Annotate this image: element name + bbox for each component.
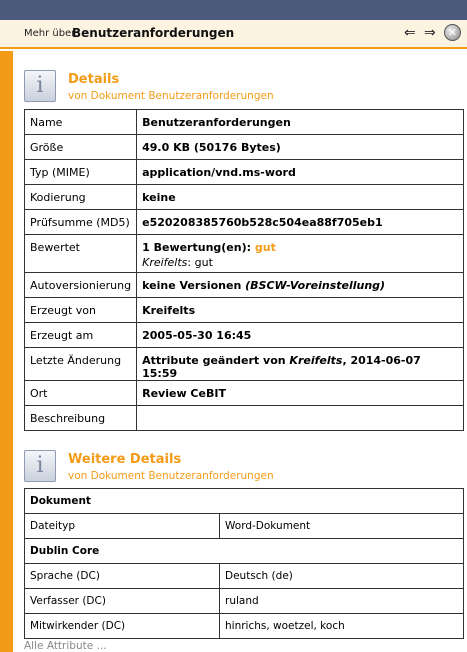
row-value: keine: [137, 185, 464, 210]
table-row: [25, 135, 464, 160]
row-label: Verfasser (DC): [25, 589, 220, 614]
creator-link[interactable]: Kreifelts: [137, 298, 464, 323]
row-label: Bewertet: [25, 235, 137, 273]
row-value: ruland: [220, 589, 464, 614]
table-row: [25, 381, 464, 406]
versioning-note: (BSCW-Voreinstellung): [245, 279, 386, 292]
table-row: [25, 160, 464, 185]
details-subtitle: von Dokument Benutzeranforderungen: [68, 90, 274, 102]
table-row: [25, 348, 464, 381]
description-value: [137, 406, 464, 431]
versioning-value: [137, 273, 464, 298]
table-row: [25, 235, 464, 273]
row-label: Typ (MIME): [25, 160, 137, 185]
table-row: [25, 564, 464, 589]
table-group-row: [25, 489, 464, 514]
row-value: e520208385760b528c504ea88f705eb1: [137, 210, 464, 235]
details-section-header: [24, 70, 324, 110]
table-row: [25, 589, 464, 614]
header-prefix: Mehr über: [24, 28, 76, 39]
rating-user[interactable]: Kreifelts: [142, 256, 188, 269]
last-change-date: , 2014-06-07 15:59: [142, 354, 421, 380]
table-row: [25, 185, 464, 210]
versioning-main: keine Versionen: [142, 279, 242, 292]
info-icon: i: [24, 450, 56, 482]
row-value: 49.0 KB (50176 Bytes): [137, 135, 464, 160]
table-row: [25, 323, 464, 348]
row-label: Mitwirkender (DC): [25, 614, 220, 639]
row-label: Name: [25, 110, 137, 135]
row-label: Erzeugt von: [25, 298, 137, 323]
rating-detail: [142, 256, 458, 269]
header-title: Benutzeranforderungen: [72, 26, 235, 40]
last-change-user[interactable]: Kreifelts: [289, 354, 343, 367]
group-label: Dublin Core: [25, 539, 464, 564]
more-details-title: Weitere Details: [68, 452, 182, 467]
rating-link[interactable]: gut: [254, 241, 276, 254]
row-value: Deutsch (de): [220, 564, 464, 589]
forward-arrow-icon[interactable]: ⇒: [424, 25, 436, 41]
details-title: Details: [68, 72, 120, 87]
row-value: Word-Dokument: [220, 514, 464, 539]
row-label: Letzte Änderung: [25, 348, 137, 381]
table-row: [25, 298, 464, 323]
row-label: Prüfsumme (MD5): [25, 210, 137, 235]
panel-header: [0, 20, 467, 49]
more-details-section-header: [24, 450, 324, 490]
table-row: [25, 210, 464, 235]
table-row: [25, 110, 464, 135]
accent-sidebar-bar: [0, 51, 13, 652]
info-icon: i: [24, 70, 56, 102]
row-value: hinrichs, woetzel, koch: [220, 614, 464, 639]
row-value: Benutzeranforderungen: [137, 110, 464, 135]
row-label: Ort: [25, 381, 137, 406]
row-label: Erzeugt am: [25, 323, 137, 348]
row-label: Autoversionierung: [25, 273, 137, 298]
row-label: Sprache (DC): [25, 564, 220, 589]
back-arrow-icon[interactable]: ⇐: [404, 25, 416, 41]
table-group-row: [25, 539, 464, 564]
rating-count: 1 Bewertung(en):: [142, 241, 255, 254]
table-row: [25, 614, 464, 639]
all-attributes-link[interactable]: Alle Attribute ...: [24, 640, 107, 652]
window-top-strip: [0, 0, 467, 20]
table-row: [25, 514, 464, 539]
details-table: [24, 109, 464, 431]
more-details-table: [24, 488, 464, 639]
location-link[interactable]: Review CeBIT: [137, 381, 464, 406]
last-change-prefix: Attribute geändert von: [142, 354, 290, 367]
row-value: 2005-05-30 16:45: [137, 323, 464, 348]
row-label: Dateityp: [25, 514, 220, 539]
row-label: Kodierung: [25, 185, 137, 210]
rating-detail-value: : gut: [187, 256, 213, 269]
row-label: Größe: [25, 135, 137, 160]
last-change-value: [137, 348, 464, 381]
rating-value: [137, 235, 464, 273]
more-details-subtitle: von Dokument Benutzeranforderungen: [68, 470, 274, 482]
group-label: Dokument: [25, 489, 464, 514]
row-value: application/vnd.ms-word: [137, 160, 464, 185]
row-label: Beschreibung: [25, 406, 137, 431]
table-row: [25, 273, 464, 298]
table-row: [25, 406, 464, 431]
close-icon[interactable]: ✕: [444, 24, 461, 41]
